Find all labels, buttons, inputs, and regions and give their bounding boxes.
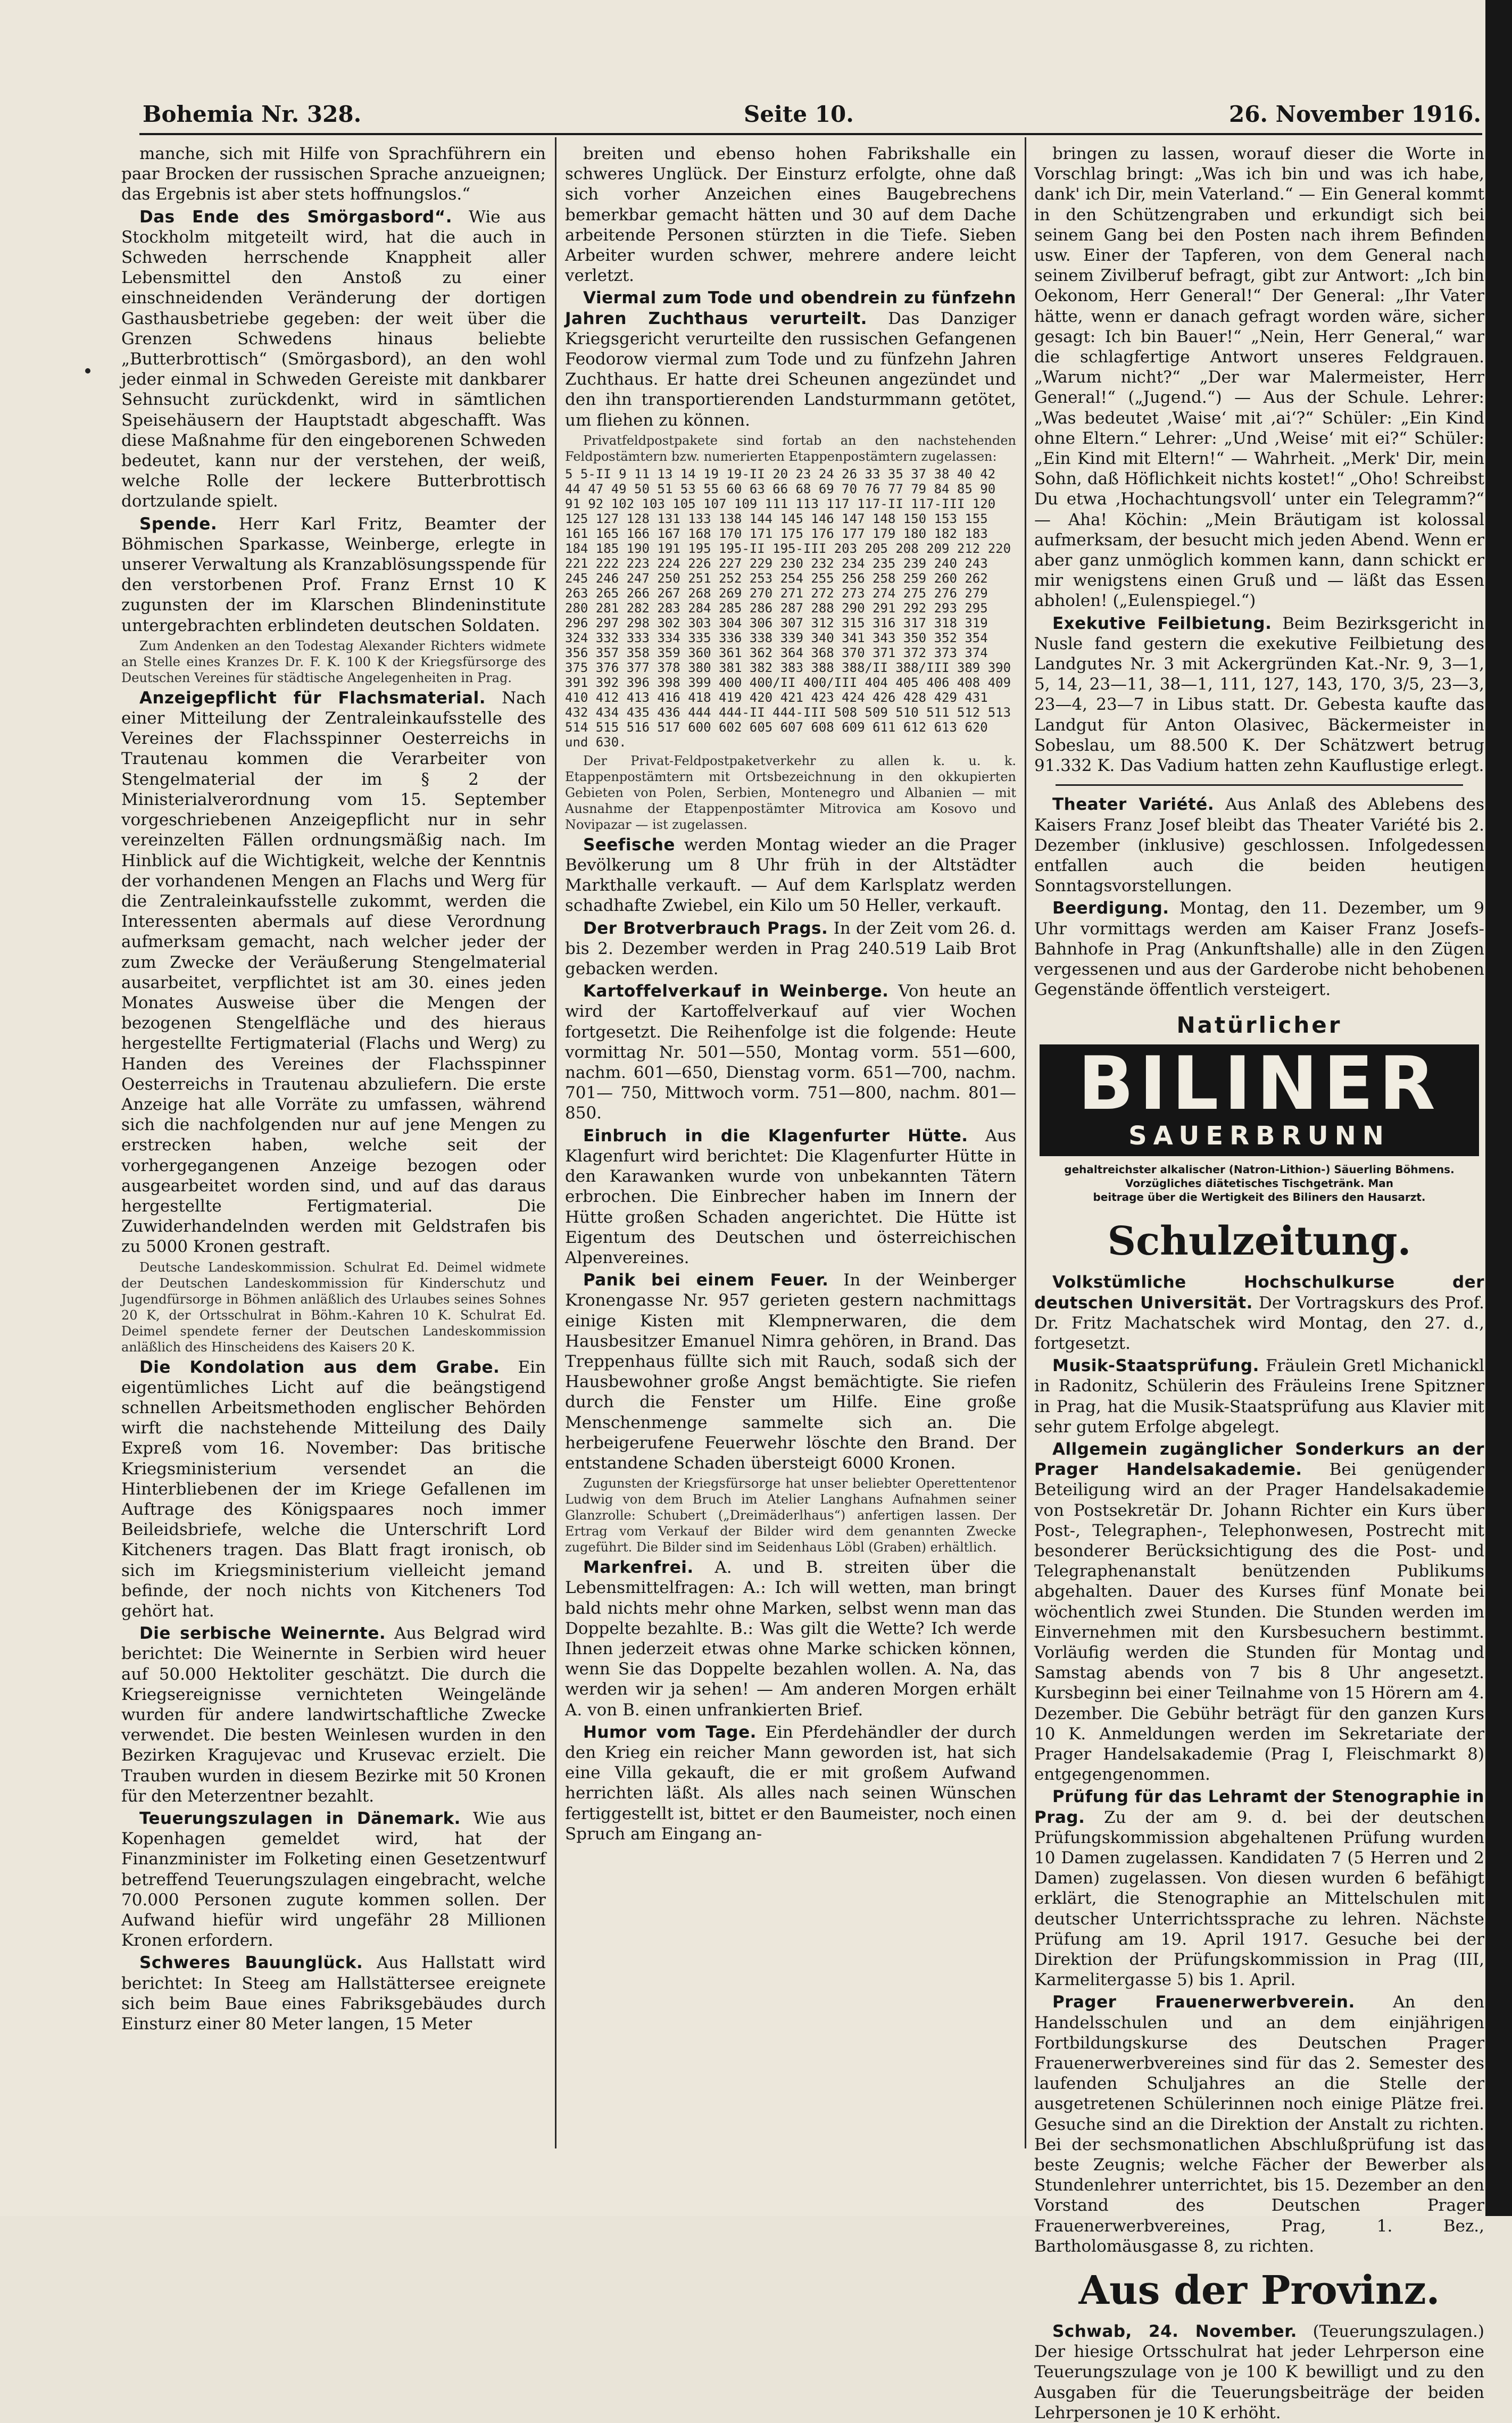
article: [565, 1126, 1016, 1268]
article: [1034, 1787, 1484, 1990]
article-body: Fräulein Gretl Michanickl in Radonitz, Schülerin des Fräuleins Irene Spitzner in Prag, hat die Musik-Staatsprüfung aus Klavier mit sehr gutem Erfolge abgelegt.: [1034, 1356, 1484, 1437]
column-3: [1034, 144, 1484, 2422]
article-headline: Panik bei einem Feuer.: [583, 1271, 829, 1290]
ad-top-line: Natürlicher: [1176, 1012, 1342, 1039]
feldpost-number-list: 5 5-II 9 11 13 14 19 19-II 20 23 24 26 33 35 37 38 40 42 44 47 49 50 51 53 55 60 63 66 68 69 70 76 77 79 84 85 90 91 92 102 103 105 107 109 111 113 117 117-II 117-III 120 125 127 128 131 133 138 144 145 146 147 148 150 153 155 161 165 166 167 168 170 171 175 176 177 179 180 182 183 184 185 190 191 195 195-II 195-III 203 205 208 209 212 220 221 222 223 224 226 227 229 230 232 234 235 239 240 243 245 246 247 250 251 252 253 254 255 256 258 259 260 262 263 265 266 267 268 269 270 271 272 273 274 275 276 279 280 281 282 283 284 285 286 287 288 290 291 292 293 295 296 297 298 302 303 304 306 307 312 315 316 317 318 319 324 332 333 334 335 336 338 339 340 341 343 350 352 354 356 357 358 359 360 361 362 364 368 370 371 372 373 374 375 376 377 378 380 381 382 383 388 388/II 388/III 389 390 391 392 396 398 399 400 400/II 400/III 404 405 406 408 409 410 412 413 416 418 419 420 421 423 424 426 428 429 431 432 434 435 436 444 444-II 444-III 508 509 510 511 512 513 514 515 516 517 600 602 605 607 608 609 611 612 613 620 und 630.: [565, 466, 1019, 750]
article-headline: Volkstümliche Hochschulkurse der deutschen Universität.: [1034, 1273, 1484, 1313]
article: [1034, 1356, 1484, 1437]
article-body: Ein Pferdehändler der durch den Krieg ein reicher Mann geworden ist, hat sich eine Villa gekauft, die er mit großem Aufwand herrichten läßt. Als alles nach seinen Wünschen fertiggestellt ist, bittet er den Baumeister, noch einen Spruch am Eingang an-: [565, 1722, 1016, 1844]
article-body: Zu der am 9. d. bei der deutschen Prüfungskommission abgehaltenen Prüfung wurden 10 Damen zugelassen. Kandidaten 7 (5 Herren und 2 Damen) zugelassen. Von diesen wurden 6 befähigt erklärt, die Stenographie an Mittelschulen mit deutscher Unterrichtssprache zu lehren. Nächste Prüfung am 19. April 1917. Gesuche bei der Direktion der Prüfungskommission in Prag (III, Karmelitergasse 5) bis 1. April.: [1034, 1807, 1484, 1990]
ink-speck: [85, 368, 90, 374]
article-headline: Schwab, 24. November.: [1052, 2322, 1297, 2342]
notice-small: Deutsche Landeskommission. Schulrat Ed. Deimel widmete der Deutschen Landeskommission für Kinderschutz und Jugendfürsorge in Böhmen anläßlich des Urlaubes seines Sohnes 20 K, der Ortsschulrat in Böhm.-Kahren 10 K. Schulrat Ed. Deimel spendete ferner der Deutschen Landeskommission anläßlich des Hinscheidens des Kaisers 20 K.: [121, 1259, 546, 1355]
article-body: Das Danziger Kriegsgericht verurteilte den russischen Gefangenen Feodorow viermal zum Tode und zu fünfzehn Jahren Zuchthaus. Er hatte drei Scheunen angezündet und den ihn transportierenden Landsturmmann getötet, um fliehen zu können.: [565, 309, 1016, 430]
article-headline: Die Kondolation aus dem Grabe.: [139, 1357, 500, 1377]
article: [565, 835, 1016, 916]
article-paragraph: breiten und ebenso hohen Fabrikshalle ein schweres Unglück. Der Einsturz erfolgte, ohne daß sich vorher Anzeichen eines Baugebrechens bemerkbar gemacht hätten und 30 auf dem Dache arbeitende Personen stürzten in die Tiefe. Sieben Arbeiter wurden schwer, mehrere andere leicht verletzt.: [565, 144, 1016, 286]
article-headline: Anzeigepflicht für Flachsmaterial.: [139, 688, 486, 708]
notice-small: Privatfeldpostpakete sind fortab an den nachstehenden Feldpostämtern bzw. numerierten Etappenpostämtern zugelassen:: [565, 433, 1016, 464]
article: [1034, 613, 1484, 776]
biliner-advertisement: [1040, 1009, 1479, 1206]
article: [565, 981, 1016, 1123]
article-body: (Teuerungszulagen.) Der hiesige Ortsschulrat hat jeder Lehrperson eine Teuerungszulage von je 100 K bewilligt und zu den Ausgaben für die Teuerungsbeiträge der beiden Lehrpersonen je 10 K erhöht.: [1034, 2322, 1484, 2422]
article: [1034, 1272, 1484, 1354]
section-title-provinz: Aus der Provinz.: [1078, 2268, 1440, 2314]
header-issue: Bohemia Nr. 328.: [143, 101, 362, 127]
article-headline: Prüfung für das Lehramt der Stenographie in Prag.: [1034, 1787, 1484, 1827]
article-body: Der Vortragskurs des Prof. Dr. Fritz Machatschek wird Montag, den 27. d., fortgesetzt.: [1034, 1293, 1484, 1353]
article-body: Ein eigentümliches Licht auf die beängstigend schnellen Arbeitsmethoden englischer Behörden wirft die nachstehende Mitteilung des Daily Expreß vom 16. November: Das britische Kriegsministerium versendet an die Hinterbliebenen der im Kriege Gefallenen im Auftrage des Königspaares noch immer Beileidsbriefe, welche die Unterschrift Lord Kitcheners tragen. Das Blatt fragt ironisch, ob sich im Kriegsministerium vielleicht jemand befinde, der noch nichts von Kitcheners Tod gehört hat.: [121, 1357, 546, 1621]
article-paragraph: bringen zu lassen, worauf dieser die Worte in Vorschlag bringt: „Was ich bin und was ich habe, dank' ich Dir, mein Vaterland.“ — Ein General kommt in den Schützengraben und erkundigt sich bei seinem Gang bei den Posten nach ihrem Befinden usw. Einer der Tapferen, von dem General nach seinem Zivilberuf befragt, gibt zur Antwort: „Ich bin Oekonom, Herr General!“ Der General: „Ihr Vater hätte, wenn er danach gefragt worden wäre, sicher gesagt: Ich bin Bauer!“ „Nein, Herr General,“ war die schlagfertige Antwort unseres Feldgrauen. „Warum nicht?“ „Der war Malermeister, Herr General!“ („Jugend.“) — Aus der Schule. Lehrer: „Was bedeutet ‚Waise‘ mit ‚ai‘?“ Schüler: „Ein Kind ohne Eltern.“ Lehrer: „Und ‚Weise‘ mit ei?“ Schüler: „Ein Kind mit Eltern!“ — Wahrheit. „Merk' Dir, mein Sohn, daß Höflichkeit nichts kostet!“ „Oho! Schreibst Du etwa ‚Hochachtungsvoll‘ unter ein Telegramm?“ — Aha! Köchin: „Mein Bräutigam ist kolossal aufmerksam, der besucht mich jeden Abend. Wenn er aber ganz unmöglich kommen kann, dann schickt er mir wenigstens einen Gruß und — läßt das Essen abholen! („Eulenspiegel.“): [1034, 144, 1484, 611]
article-headline: Kartoffelverkauf in Weinberge.: [583, 982, 889, 1001]
header-date: 26. November 1916.: [1228, 101, 1481, 127]
scan-edge: [1485, 0, 1512, 2216]
article-headline: Seefische: [583, 835, 675, 854]
article: [121, 1623, 546, 1806]
article-headline: Beerdigung.: [1052, 899, 1169, 918]
article-headline: Markenfrei.: [583, 1558, 694, 1578]
article-headline: Allgemein zugänglicher Sonderkurs an der Prager Handelsakademie.: [1034, 1439, 1484, 1480]
article: [565, 918, 1016, 980]
ad-brand-box: [1040, 1041, 1479, 1156]
article: [565, 288, 1016, 430]
article-body: Von heute an wird der Kartoffelverkauf auf vier Wochen fortgesetzt. Die Reihenfolge ist die folgende: Heute vormittag Nr. 501—550, Montag vorm. 551—600, nachm. 601—650, Dienstag vorm. 651—700, nachm. 701— 750, Mittwoch vorm. 751—800, nachm. 801—850.: [565, 982, 1017, 1123]
article-body: Montag, den 11. Dezember, um 9 Uhr vormittags werden am Kaiser Franz Josefs-Bahnhofe in Prag (Ankunftshalle) alle in den Zügen vergessenen und aus der Garderobe nicht behobenen Gegenstände öffentlich versteigert.: [1034, 899, 1484, 1000]
article-paragraph: manche, sich mit Hilfe von Sprachführern ein paar Brocken der russischen Sprache anzueignen; das Ergebnis ist aber stets hoffnungslos.“: [121, 144, 546, 204]
article-headline: Prager Frauenerwerbverein.: [1052, 1993, 1355, 2012]
ad-brand-sub: SAUERBRUNN: [1128, 1121, 1390, 1151]
article-body: Beim Bezirksgericht in Nusle fand gestern die exekutive Feilbietung des Landgutes Nr. 3 mit Ackergründen Kat.-Nr. 9, 3—1, 5, 14, 23—11, 38—1, 111, 127, 143, 170, 3/5, 23—3, 23—4, 23—7 in Libus statt. Dr. Gebesta kaufte das Landgut für Anton Olasivec, Bäckermeister in Sobeslau, um 88.500 K. Der Schätzwert betrug 91.332 K. Das Vadium hatten zehn Kauflustige erlegt.: [1034, 613, 1484, 776]
article-body: Aus Anlaß des Ablebens des Kaisers Franz Josef bleibt das Theater Variété bis 2. Dezember (inklusive) geschlossen. Infolgedessen entfallen auch die beiden heutigen Sonntagsvorstellungen.: [1034, 795, 1484, 896]
article-headline: Einbruch in die Klagenfurter Hütte.: [583, 1126, 968, 1146]
article: [121, 1808, 546, 1951]
article: [1034, 898, 1484, 1000]
header-page-number: Seite 10.: [744, 101, 854, 127]
article: [121, 514, 546, 636]
notice-small: Zum Andenken an den Todestag Alexander Richters widmete an Stelle eines Kranzes Dr. F. K. 100 K der Kriegsfürsorge des Deutschen Vereines für städtische Angelegenheiten in Prag.: [121, 638, 546, 685]
ad-brand-name: BILINER: [1078, 1041, 1441, 1127]
column-divider-2: [1025, 137, 1026, 2148]
ad-caption: [1040, 1163, 1479, 1204]
article: [121, 207, 546, 512]
ad-caption-line: beitrage über die Wertigkeit des Biliners den Hausarzt.: [1093, 1191, 1426, 1204]
column-2: [565, 144, 1019, 2144]
article: [1034, 794, 1484, 896]
article: [1034, 1992, 1484, 2256]
article-body: Aus Hallstatt wird berichtet: In Steeg am Hallstättersee ereignete sich beim Baue eines Fabriksgebäudes durch Einsturz einer 80 Meter langen, 15 Meter: [121, 1953, 546, 2034]
article-headline: Theater Variété.: [1052, 795, 1215, 815]
article-body: An den Handelsschulen und an dem einjährigen Fortbildungskurse des Deutschen Prager Frauenerwerbvereines sind für das 2. Semester des laufenden Schuljahres an die Stelle der ausgetretenen Schülerinnen noch einige Plätze frei. Gesuche sind an die Direktion der Anstalt zu richten. Bei der sechsmonatlichen Abschlußprüfung ist das beste Zeugnis; welche Fächer der Bewerber als Stundenlehrer unterrichtet, bis 15. Dezember an den Vorstand des Deutschen Prager Frauenerwerbvereines, Prag, 1. Bez., Bartholomäusgasse 8, zu richten.: [1034, 1993, 1484, 2256]
article-body: In der Zeit vom 26. d. bis 2. Dezember werden in Prag 240.519 Laib Brot gebacken werden.: [565, 918, 1016, 979]
article-body: Herr Karl Fritz, Beamter der Böhmischen Sparkasse, Weinberge, erlegte in unserer Verwaltung als Kranzablösungsspende für den verstorbenen Prof. Franz Ernst 10 K zugunsten der im Klarschen Blindeninstitute untergebrachten erblindeten deutschen Soldaten.: [121, 514, 546, 635]
article-body: Wie aus Kopenhagen gemeldet wird, hat der Finanzminister im Folketing einen Gesetzentwurf betreffend Teuerungszulagen eingebracht, welche 70.000 Personen zugute kommen sollen. Der Aufwand hiefür wird ungefähr 28 Millionen Kronen erfordern.: [121, 1809, 546, 1951]
article-headline: Schweres Bauunglück.: [139, 1953, 363, 1973]
article-headline: Teuerungszulagen in Dänemark.: [139, 1809, 461, 1829]
column-1: [121, 144, 546, 2144]
article-body: A. und B. streiten über die Lebensmittelfragen: A.: Ich will wetten, man bringt bald nichts mehr ohne Marken, selbst wenn man das Doppelte bezahlte. B.: Was gilt die Wette? Ich werde Ihnen jederzeit etwas ohne Marke schicken können, wenn Sie das Doppelte bezahlen wollen. A. Na, das werden wir ja sehen! — Am anderen Morgen erhält A. von B. einen unfrankierten Brief.: [565, 1558, 1016, 1720]
article-headline: Viermal zum Tode und obendrein zu fünfzehn Jahren Zuchthaus verurteilt.: [565, 288, 1016, 328]
article-body: Aus Belgrad wird berichtet: Die Weinernte in Serbien wird heuer auf 50.000 Hektoliter geschätzt. Die durch die Kriegsereignisse vernichteten Weingelände wurden für andere landwirtschaftliche Zwecke verwendet. Die besten Weinlesen wurden in den Bezirken Kragujevac und Krusevac erzielt. Die Trauben wurden in diesem Bezirke mit 50 Kronen für den Meterzentner bezahlt.: [121, 1624, 546, 1806]
divider-rule: [1056, 784, 1463, 786]
article-headline: Die serbische Weinernte.: [139, 1624, 386, 1644]
article: [121, 1953, 546, 2034]
article: [565, 1722, 1016, 1844]
article-headline: Spende.: [139, 514, 218, 534]
ad-caption-line: gehaltreichster alkalischer (Natron-Lithion-) Säuerling Böhmens. Vorzügliches diätetisches Tischgetränk. Man: [1064, 1163, 1455, 1190]
header-rule: [139, 133, 1482, 135]
article: [565, 1270, 1016, 1473]
notice-small: Zugunsten der Kriegsfürsorge hat unser beliebter Operettentenor Ludwig von dem Bruch im Atelier Langhans Aufnahmen seiner Glanzrolle: Schubert („Dreimäderlhaus“) anfertigen lassen. Der Ertrag vom Verkauf der Bilder wird dem genannten Zwecke zugeführt. Die Bilder sind im Seidenhaus Löbl (Graben) erhältlich.: [565, 1476, 1016, 1555]
column-divider-1: [555, 137, 556, 2148]
article-headline: Musik-Staatsprüfung.: [1052, 1356, 1259, 1376]
article-body: Nach einer Mitteilung der Zentraleinkaufsstelle des Vereines der Flachsspinner Oesterreichs in Trautenau kommen die Verarbeiter von Stengelmaterial der im § 2 der Ministerialverordnung vom 15. September vorgeschriebenen Anzeigepflicht nur in sehr vereinzelten Fällen ordnungsmäßig nach. Im Hinblick auf die Wichtigkeit, welche der Kenntnis der vorhandenen Mengen an Flachs und Werg für die Zentraleinkaufsstelle zukommt, werden die Interessenten abermals auf diese Verordnung aufmerksam gemacht, nach welcher jeder der zum Zwecke der Veräußerung Stengelmaterial ausarbeitet, verpflichtet ist am 30. eines jeden Monates Ausweise über die Mengen der bezogenen Stengelfläche und des hieraus hergestellte Fertigmaterial (Flachs und Werg) zu Handen des Vereines der Flachsspinner Oesterreichs in Trautenau abzuliefern. Die erste Anzeige hat alle Vorräte zu umfassen, während sich die nachfolgenden nur auf jene Mengen zu erstrecken haben, welche seit der vorhergegangenen Anzeige bezogen oder ausgearbeitet worden sind, und auf das daraus hergestellte Fertigmaterial. Die Zuwiderhandelnden werden mit Geldstrafen bis zu 5000 Kronen gestraft.: [121, 688, 546, 1257]
article-headline: Das Ende des Smörgasbord“.: [139, 207, 453, 227]
notice-small: Der Privat-Feldpostpaketverkehr zu allen k. u. k. Etappenpostämtern mit Ortsbezeichnung in den okkupierten Gebieten von Polen, Serbien, Montenegro und Albanien — mit Ausnahme der Etappenpostämter Mitrovica am Kosovo und Novipazar — ist zugelassen.: [565, 753, 1016, 832]
article: [121, 1357, 546, 1622]
article-body: Wie aus Stockholm mitgeteilt wird, hat die auch in Schweden herrschende Knappheit aller Lebensmittel den Anstoß zu einer einschneidenden Veränderung der dortigen Gasthausbetriebe gegeben: der weit über die Grenzen Schwedens hinaus beliebte „Butterbrottisch“ (Smörgasbord), an den wohl jeder einmal in Schweden Gereiste mit dankbarer Sehnsucht zurückdenkt, wird in sämtlichen Speisehäusern der Hauptstadt abgeschafft. Was diese Maßnahme für den eingeborenen Schweden bedeutet, kann nur der verstehen, der weiß, welche Rolle der leckere Butterbrottisch dortzulande spielt.: [121, 207, 546, 511]
article: [1034, 1439, 1484, 1785]
article-headline: Der Brotverbrauch Prags.: [583, 918, 828, 938]
article-body: Bei genügender Beteiligung wird an der Prager Handelsakademie von Postsekretär Dr. Johann Richter ein Kurs über Post-, Telegraphen-, Telephonwesen, Postrecht mit besonderer Berücksichtigung des die Post- und Telegraphenanstalt benützenden Publikums abgehalten. Dauer des Kurses fünf Monate bei wöchentlich zwei Stunden. Die Stunden werden im Einvernehmen mit den Kursbesuchern bestimmt. Vorläufig werden die Stunden für Montag und Samstag abends von 7 bis 8 Uhr angesetzt. Kursbeginn bei einer Teilnahme von 15 Hörern am 4. Dezember. Die Gebühr beträgt für den ganzen Kurs 10 K. Anmeldungen werden im Sekretariate der Prager Handelsakademie (Prag I, Fleischmarkt 8) entgegengenommen.: [1034, 1460, 1484, 1785]
article: [1034, 2321, 1484, 2423]
section-title-schulzeitung: Schulzeitung.: [1107, 1218, 1411, 1265]
article-headline: Exekutive Feilbietung.: [1052, 613, 1272, 633]
article-body: In der Weinberger Kronengasse Nr. 957 gerieten gestern nachmittags einige Kisten mit Klempnerwaren, die dem Hausbesitzer Emanuel Nimra gehören, in Brand. Das Treppenhaus füllte sich mit Rauch, sodaß sich der Hausbewohner große Angst bemächtigte. Sie riefen durch die Fenster um Hilfe. Eine große Menschenmenge sammelte sich an. Die herbeigerufene Feuerwehr löschte den Brand. Der entstandene Schaden übersteigt 6000 Kronen.: [565, 1271, 1016, 1473]
article: [565, 1557, 1016, 1720]
article-body: werden Montag wieder an die Prager Bevölkerung um 8 Uhr früh in der Altstädter Markthalle verkauft. — Auf dem Karlsplatz werden schadhafte Zwiebel, ein Kilo um 50 Heller, verkauft.: [565, 835, 1016, 916]
article-body: Aus Klagenfurt wird berichtet: Die Klagenfurter Hütte in den Karawanken wurde von unbekannten Tätern erbrochen. Die Einbrecher haben im Innern der Hütte großen Schaden angerichtet. Die Hütte ist Eigentum des Deutschen und österreichischen Alpenvereines.: [565, 1126, 1016, 1267]
article: [121, 688, 546, 1257]
article-headline: Humor vom Tage.: [583, 1722, 757, 1742]
